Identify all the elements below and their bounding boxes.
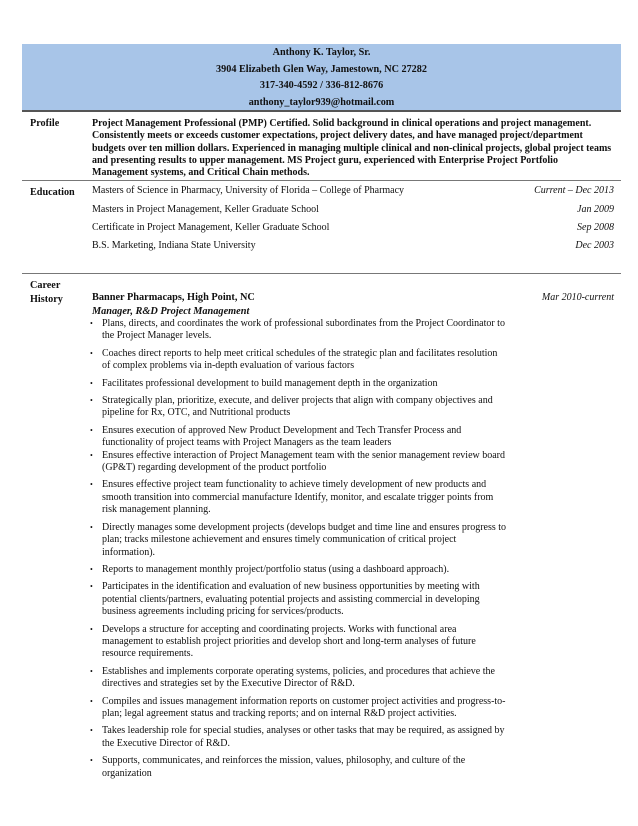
profile-text: Project Management Professional (PMP) Certified. Solid background in clinical operations and project management. Consistently meets or exceeds customer expectations, project delivery dates, and have managed project/department budgets over ten million dollars. Experienced in managing multiple clinical and non-clinical projects, global project teams and presenting results to upper management. MS Project guru, experienced with Enterprise Project Portfolio Management systems, and Critical Chain methods. [92,118,612,179]
education-divider [22,273,621,274]
company-name: Banner Pharmacaps, High Point, NC [92,292,255,303]
education-item [92,222,614,236]
duty-item: • Ensures execution of approved New Product Development and Tech Transfer Process and functionality of project teams with Project Managers as the team leaders [90,425,508,450]
degree: Certificate in Project Management, Keller Graduate School [92,222,330,233]
duty-item: • Ensures effective interaction of Project Management team with the senior management review board (GP&T) regarding development of the product portfolio [90,450,508,475]
degree: Masters in Project Management, Keller Graduate School [92,204,319,215]
degree-date: Sep 2008 [577,222,614,233]
education-item [92,240,614,254]
duties-list [90,318,508,780]
email-address: anthony_taylor939@hotmail.com [248,96,395,108]
duty-item: • Takes leadership role for special studies, analyses or other tasks that may be required, as assigned by the Executive Director of R&D. [90,725,508,750]
degree: B.S. Marketing, Indiana State University [92,240,256,251]
duty-item: • Directly manages some development projects (develops budget and time line and ensures progress to plan; tracks milestone achievement and ensures timely communication of critical project information). [90,522,508,559]
phone-numbers: 317-340-4592 / 336-812-8676 [259,80,384,91]
contact-header [22,44,621,110]
duty-item: • Facilitates professional development to build management depth in the organization [90,378,508,390]
education-item [92,185,614,199]
degree-date: Current – Dec 2013 [534,185,614,196]
education-label: Education [30,187,75,198]
job-title: Manager, R&D Project Management [92,306,250,317]
applicant-name: Anthony K. Taylor, Sr. [272,47,371,58]
duty-item: • Coaches direct reports to help meet critical schedules of the strategic plan and facilitates resolution of complex problems via in-depth evaluation of various factors [90,348,508,373]
career-label-line1: Career [30,280,61,291]
duty-item: • Reports to management monthly project/portfolio status (using a dashboard approach). [90,564,508,576]
career-label [30,279,63,307]
duty-item: • Supports, communicates, and reinforces the mission, values, philosophy, and culture of the organization [90,755,508,780]
duty-item: • Compiles and issues management information reports on customer project activities and progress-to-plan; legal agreement status and tracking reports; and on internal R&D project activities. [90,696,508,721]
duty-item: • Participates in the identification and evaluation of new business opportunities by meeting with potential clients/partners, evaluating potential projects and assisting commercial in developing business agreements including pricing for services/products. [90,581,508,618]
header-divider [22,110,621,112]
profile-divider [22,180,621,181]
profile-label: Profile [30,118,60,129]
duty-item: • Develops a structure for accepting and coordinating projects. Works with functional area management to establish project priorities and develop short and long-term analyses of future resource requirements. [90,624,508,661]
duty-item: • Plans, directs, and coordinates the work of professional subordinates from the Project Coordinator to the Project Manager levels. [90,318,508,343]
degree-date: Jan 2009 [577,204,614,215]
education-item [92,204,614,218]
duty-item: • Ensures effective project team functionality to achieve timely development of new products and smooth transition into commercial manufacture Identify, monitor, and escalate trigger points from risk management planning. [90,479,508,516]
address: 3904 Elizabeth Glen Way, Jamestown, NC 27282 [216,63,427,75]
duty-item: • Establishes and implements corporate operating systems, policies, and procedures that achieve the directives and strategies set by the Executive Director of R&D. [90,666,508,691]
employment-dates: Mar 2010-current [541,292,614,303]
career-label-line2: History [30,294,63,305]
degree-date: Dec 2003 [575,240,614,251]
degree: Masters of Science in Pharmacy, University of Florida – College of Pharmacy [92,185,405,196]
duty-item: • Strategically plan, prioritize, execute, and deliver projects that align with company objectives and pipeline for Rx, OTC, and Nutritional products [90,395,508,420]
